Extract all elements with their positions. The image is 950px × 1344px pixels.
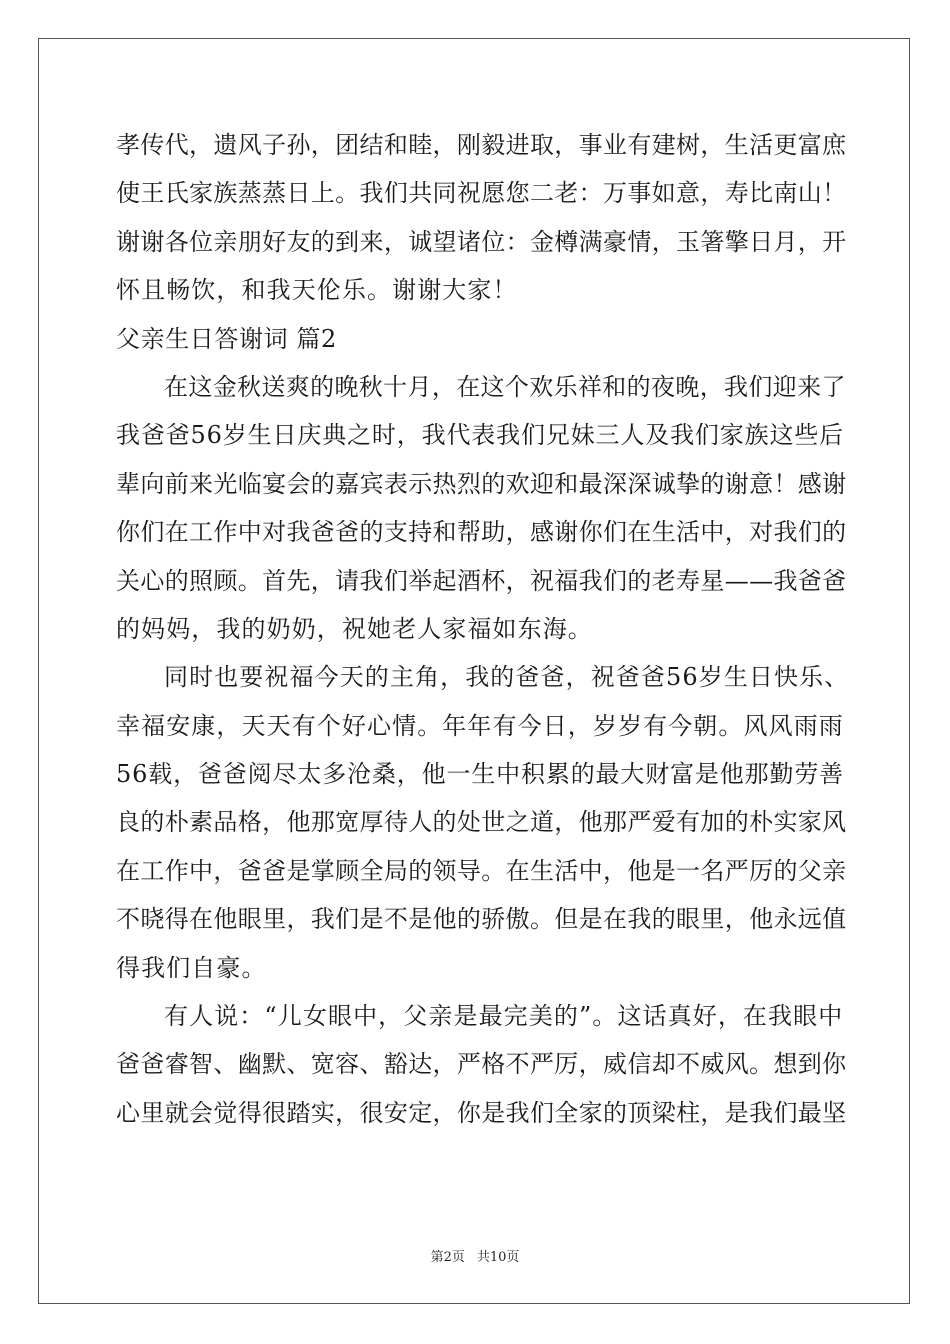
document-body [116,121,850,1137]
text-line: 得我们自豪。 [116,953,267,982]
text-line: 孝传代，遗风子孙，团结和睦，刚毅进取，事业有建树，生活更富庶 [116,131,847,159]
text-line: 使王氏家族蒸蒸日上。我们共同祝愿您二老：万事如意，寿比南山！ [116,179,847,208]
paragraph-first-line: 同时也要祝福今天的主角，我的爸爸，祝爸爸56岁生日快乐、 [164,663,850,692]
text-line: 谢谢各位亲朋好友的到来，诚望诸位：金樽满豪情，玉箸擎日月，开 [116,227,847,256]
page-number: 第2页 [430,1250,465,1265]
paragraph-first-line: 在这金秋送爽的晚秋十月，在这个欢乐祥和的夜晚，我们迎来了 [164,372,846,401]
paragraph-first-line: 有人说：“儿女眼中，父亲是最完美的”。这话真好，在我眼中 [164,1002,844,1031]
section-heading: 父亲生日答谢词 篇2 [116,324,337,353]
text-line: 心里就会觉得很踏实，很安定，你是我们全家的顶梁柱，是我们最坚 [116,1098,847,1127]
text-line: 关心的照顾。首先，请我们举起酒杯，祝福我们的老寿星——我爸爸 [116,566,847,595]
text-line: 不晓得在他眼里，我们是不是他的骄傲。但是在我的眼里，他永远值 [116,905,847,934]
text-line: 辈向前来光临宴会的嘉宾表示热烈的欢迎和最深深诚挚的谢意！感谢 [116,469,847,498]
text-line: 在工作中，爸爸是掌顾全局的领导。在生活中，他是一名严厉的父亲 [116,856,847,885]
text-line: 你们在工作中对我爸爸的支持和帮助，感谢你们在生活中，对我们的 [116,518,847,547]
page-footer [0,1246,950,1265]
page-total: 共10页 [476,1250,520,1265]
text-line: 的妈妈，我的奶奶，祝她老人家福如东海。 [116,614,593,643]
text-line: 怀且畅饮，和我天伦乐。谢谢大家！ [116,276,518,305]
text-line: 幸福安康，天天有个好心情。年年有今日，岁岁有今朝。风风雨雨 [116,711,844,740]
text-line: 爸爸睿智、幽默、宽容、豁达，严格不严厉，威信却不威风。想到你 [116,1050,847,1079]
text-line: 56载，爸爸阅尽太多沧桑，他一生中积累的最大财富是他那勤劳善 [116,760,845,789]
text-line: 良的朴素品格，他那宽厚待人的处世之道，他那严爱有加的朴实家风 [116,808,847,837]
text-line: 我爸爸56岁生日庆典之时，我代表我们兄妹三人及我们家族这些后 [116,421,845,450]
